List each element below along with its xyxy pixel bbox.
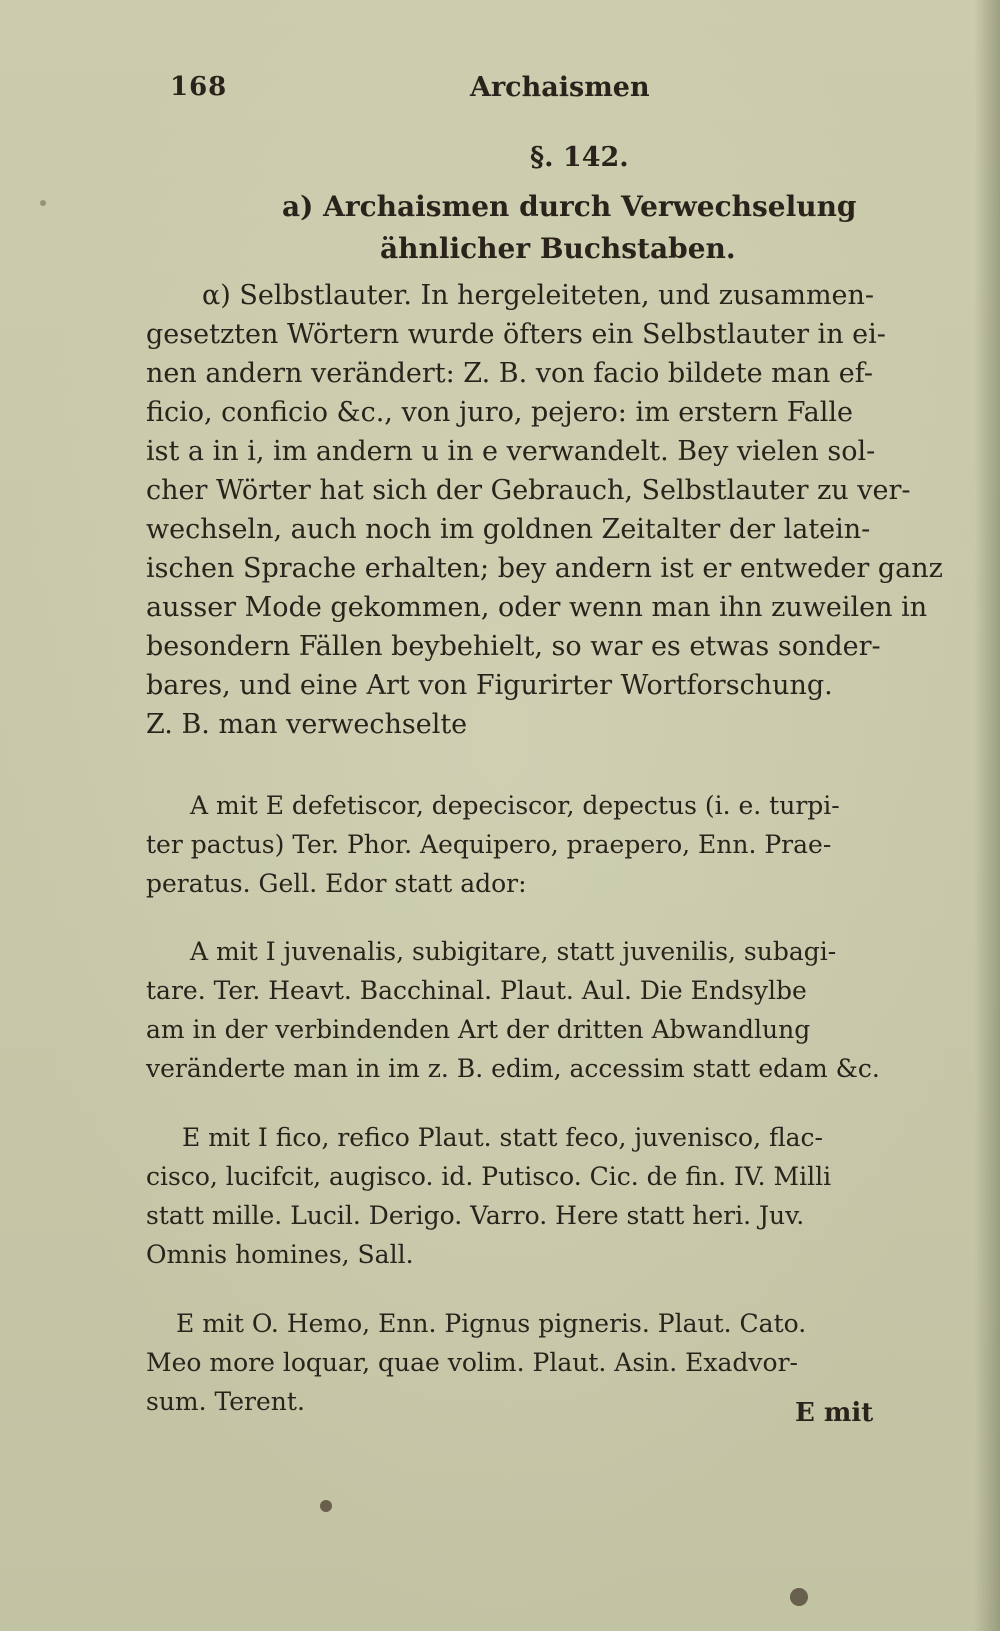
text-line: Omnis homines, Sall.	[146, 1240, 414, 1269]
text-line: A mit I juvenalis, subigitare, statt juvenilis, subagi-	[190, 937, 837, 966]
text-line: bares, und eine Art von Figurirter Wortforschung.	[146, 670, 833, 701]
text-line: E mit O. Hemo, Enn. Pignus pigneris. Plaut. Cato.	[176, 1309, 807, 1338]
section-heading-line-1: a) Archaismen durch Verwechselung	[282, 190, 857, 223]
text-line: cisco, lucifcit, augisco. id. Putisco. Cic. de fin. IV. Milli	[146, 1162, 832, 1191]
section-number: §. 142.	[530, 142, 629, 173]
ink-spot	[790, 1588, 808, 1606]
page-edge-shadow	[974, 0, 1000, 1631]
text-line: wechseln, auch noch im goldnen Zeitalter der latein-	[146, 514, 871, 545]
text-line: am in der verbindenden Art der dritten Abwandlung	[146, 1015, 811, 1044]
text-line: statt mille. Lucil. Derigo. Varro. Here statt heri. Juv.	[146, 1201, 805, 1230]
ink-spot	[40, 200, 46, 206]
text-line: ausser Mode gekommen, oder wenn man ihn zuweilen in	[146, 592, 928, 623]
text-line: ficio, conficio &c., von juro, pejero: im erstern Falle	[146, 397, 853, 428]
text-line: α) Selbstlauter. In hergeleiteten, und zusammen-	[202, 280, 875, 311]
paragraph-e-mit-i	[146, 1118, 876, 1274]
paragraph-a-mit-e	[146, 786, 876, 903]
text-line: nen andern verändert: Z. B. von facio bildete man ef-	[146, 358, 873, 389]
page-number: 168	[170, 72, 228, 102]
ink-spot	[320, 1500, 332, 1512]
text-line: besondern Fällen beybehielt, so war es etwas sonder-	[146, 631, 881, 662]
running-head: Archaismen	[470, 72, 650, 103]
text-line: tare. Ter. Heavt. Bacchinal. Plaut. Aul. Die Endsylbe	[146, 976, 807, 1005]
text-line: veränderte man in im z. B. edim, accessim statt edam &c.	[146, 1054, 880, 1083]
paragraph-e-mit-o	[146, 1304, 876, 1421]
text-line: A mit E defetiscor, depeciscor, depectus (i. e. turpi-	[190, 791, 840, 820]
text-line: Z. B. man verwechselte	[146, 709, 468, 740]
text-line: ter pactus) Ter. Phor. Aequipero, praepero, Enn. Prae-	[146, 830, 832, 859]
text-line: cher Wörter hat sich der Gebrauch, Selbstlauter zu ver-	[146, 475, 911, 506]
text-line: ist a in i, im andern u in e verwandelt. Bey vielen sol-	[146, 436, 876, 467]
text-line: peratus. Gell. Edor statt ador:	[146, 869, 527, 898]
text-line: sum. Terent.	[146, 1387, 305, 1416]
paragraph-vowels	[146, 276, 943, 744]
text-line: Meo more loquar, quae volim. Plaut. Asin. Exadvor-	[146, 1348, 798, 1377]
text-line: E mit I fico, refico Plaut. statt feco, juvenisco, flac-	[182, 1123, 824, 1152]
catchword: E mit	[795, 1398, 874, 1428]
paragraph-a-mit-i	[146, 932, 880, 1088]
text-line: gesetzten Wörtern wurde öfters ein Selbstlauter in ei-	[146, 319, 886, 350]
section-heading-line-2: ähnlicher Buchstaben.	[380, 232, 736, 265]
text-line: ischen Sprache erhalten; bey andern ist er entweder ganz	[146, 553, 943, 584]
page-header	[170, 72, 650, 112]
